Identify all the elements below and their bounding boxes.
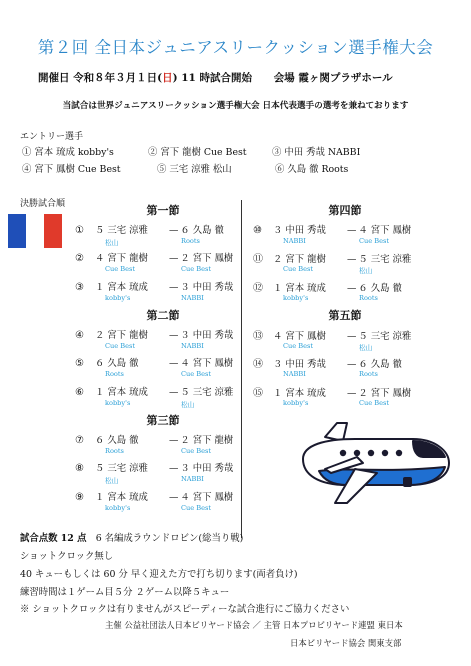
- affiliation-a: kobby's: [105, 294, 131, 302]
- match-row: [253, 327, 411, 342]
- versus-dash: —: [169, 435, 179, 446]
- player-b: ２ 宮下 龍樹: [180, 435, 234, 446]
- entry: ① 宮本 琉成 kobby's: [22, 147, 114, 158]
- player-a: ５ 三宅 涼雅: [95, 225, 148, 236]
- affiliation-a: Cue Best: [283, 265, 314, 273]
- match-row: [75, 327, 233, 341]
- affiliation-a: kobby's: [283, 294, 309, 302]
- rules-line-4: 練習時間は１ゲーム目５分 ２ゲーム以降５キュー: [20, 587, 230, 598]
- entry: ⑥ 久島 徹 Roots: [275, 164, 349, 175]
- affiliation-b: Cue Best: [181, 504, 212, 512]
- affiliation-a: kobby's: [105, 504, 131, 512]
- player-b: ３ 中田 秀哉: [180, 330, 234, 341]
- airplane-illustration: [285, 417, 455, 507]
- versus-dash: —: [169, 282, 179, 293]
- match-number: ⑤: [75, 358, 84, 369]
- affiliation-a: 松山: [105, 239, 119, 247]
- player-a: ２ 宮下 龍樹: [95, 330, 148, 341]
- player-b: ６ 久島 徹: [358, 359, 402, 370]
- column-divider: [241, 200, 242, 538]
- match-row: [253, 279, 402, 294]
- rules-format: 6 名編成ラウンドロビン(総当り戦): [95, 533, 244, 544]
- player-a: １ 宮本 琉成: [95, 387, 148, 398]
- section-heading: 第一節: [146, 204, 180, 217]
- date-day: 日: [162, 72, 173, 84]
- entries-row-2: [22, 161, 348, 175]
- match-number: ②: [75, 253, 84, 264]
- player-a: １ 宮本 琉成: [95, 492, 148, 503]
- player-b: ４ 宮下 鳳樹: [358, 225, 412, 236]
- affiliation-a: kobby's: [283, 399, 309, 407]
- match-row: [75, 222, 224, 236]
- player-b: ４ 宮下 鳳樹: [180, 492, 234, 503]
- versus-dash: —: [169, 492, 179, 503]
- french-flag-icon: [8, 214, 62, 248]
- rules-line-2: ショットクロック無し: [20, 551, 114, 562]
- versus-dash: —: [169, 225, 179, 236]
- match-number: ⑦: [75, 435, 84, 446]
- entry: ② 宮下 龍樹 Cue Best: [148, 147, 247, 158]
- match-number: ⑩: [253, 225, 262, 236]
- player-a: １ 宮本 琉成: [95, 282, 148, 293]
- rules-points: 試合点数 12 点: [20, 533, 87, 544]
- entry: ④ 宮下 鳳樹 Cue Best: [22, 164, 121, 175]
- date-label: 開催日: [38, 72, 70, 84]
- date-pre: 令和８年３月１日(: [73, 72, 163, 84]
- affiliation-a: Cue Best: [105, 342, 136, 350]
- match-number: ⑬: [253, 331, 263, 342]
- player-a: １ 宮本 琉成: [273, 388, 326, 399]
- rules-line-1: [20, 530, 243, 544]
- match-row: [253, 384, 411, 399]
- section-heading: 第三節: [146, 414, 180, 427]
- player-b: ３ 中田 秀哉: [180, 282, 234, 293]
- versus-dash: —: [347, 388, 357, 399]
- match-row: [75, 250, 233, 264]
- affiliation-b: Roots: [359, 370, 378, 378]
- player-b: ５ 三宅 涼雅: [358, 254, 412, 265]
- player-b: ２ 宮下 鳳樹: [358, 388, 412, 399]
- match-row: [253, 222, 411, 236]
- versus-dash: —: [169, 387, 179, 398]
- affiliation-b: 松山: [181, 401, 195, 409]
- affiliation-b: NABBI: [181, 294, 204, 302]
- match-row: [75, 489, 233, 503]
- organizer-line-2: 日本ビリヤード協会 関東支部: [290, 638, 402, 648]
- event-info: [38, 70, 393, 85]
- date-post: ) 11 時試合開始: [172, 72, 253, 84]
- affiliation-b: 松山: [359, 267, 373, 275]
- match-row: [253, 355, 402, 370]
- entry: ③ 中田 秀哉 NABBI: [272, 147, 361, 158]
- match-row: [75, 355, 233, 369]
- match-row: [75, 432, 233, 446]
- affiliation-a: Roots: [105, 447, 124, 455]
- versus-dash: —: [347, 331, 357, 342]
- section-heading: 第二節: [146, 309, 180, 322]
- finals-heading: 決勝試合順: [20, 199, 66, 209]
- match-row: [75, 460, 233, 474]
- entry: ⑤ 三宅 涼雅 松山: [157, 164, 232, 175]
- match-number: ③: [75, 282, 84, 293]
- match-number: ⑥: [75, 387, 84, 398]
- affiliation-a: kobby's: [105, 399, 131, 407]
- affiliation-b: Cue Best: [181, 265, 212, 273]
- player-a: ４ 宮下 龍樹: [95, 253, 148, 264]
- player-b: ４ 宮下 鳳樹: [180, 358, 234, 369]
- venue: 会場 霞ヶ関プラザホール: [273, 72, 393, 84]
- section-heading: 第四節: [328, 204, 362, 217]
- page-title: 第２回 全日本ジュニアスリークッション選手権大会: [37, 38, 434, 57]
- versus-dash: —: [169, 463, 179, 474]
- affiliation-a: Cue Best: [105, 265, 136, 273]
- versus-dash: —: [347, 254, 357, 265]
- selection-note: 当試合は世界ジュニアスリークッション選手権大会 日本代表選手の選考を兼ねております: [62, 101, 409, 111]
- match-number: ⑮: [253, 388, 263, 399]
- match-number: ⑫: [253, 283, 263, 294]
- affiliation-b: Cue Best: [359, 237, 390, 245]
- player-b: ６ 久島 徹: [358, 283, 402, 294]
- match-number: ⑨: [75, 492, 84, 503]
- player-b: ５ 三宅 涼雅: [180, 387, 234, 398]
- player-a: ３ 中田 秀哉: [273, 359, 326, 370]
- match-number: ⑧: [75, 463, 84, 474]
- affiliation-b: Roots: [181, 237, 200, 245]
- affiliation-a: Cue Best: [283, 342, 314, 350]
- player-a: ４ 宮下 鳳樹: [273, 331, 326, 342]
- affiliation-b: NABBI: [181, 475, 204, 483]
- affiliation-a: Roots: [105, 370, 124, 378]
- affiliation-b: Cue Best: [181, 370, 212, 378]
- player-b: ３ 中田 秀哉: [180, 463, 234, 474]
- match-row: [253, 250, 411, 265]
- player-a: ５ 三宅 涼雅: [95, 463, 148, 474]
- affiliation-a: 松山: [105, 477, 119, 485]
- match-number: ⑪: [253, 254, 263, 265]
- entries-row-1: [22, 144, 360, 158]
- player-b: ５ 三宅 涼雅: [358, 331, 412, 342]
- affiliation-a: NABBI: [283, 370, 306, 378]
- section-heading: 第五節: [328, 309, 362, 322]
- rules-line-5: ※ ショットクロックは有りませんがスピーディーな試合進行にご協力ください: [20, 604, 350, 615]
- player-a: ６ 久島 徹: [95, 358, 139, 369]
- affiliation-b: NABBI: [181, 342, 204, 350]
- player-b: ６ 久島 徹: [180, 225, 224, 236]
- rules-line-3: 40 キューもしくは 60 分 早く迎えた方で打ち切ります(両者負け): [20, 569, 298, 580]
- entries-heading: エントリー選手: [20, 132, 84, 142]
- player-b: ２ 宮下 鳳樹: [180, 253, 234, 264]
- versus-dash: —: [169, 253, 179, 264]
- affiliation-b: Cue Best: [359, 399, 390, 407]
- organizer-line-1: 主催 公益社団法人日本ビリヤード協会 ／ 主管 日本プロビリヤード連盟 東日本: [105, 620, 403, 630]
- versus-dash: —: [169, 330, 179, 341]
- match-number: ④: [75, 330, 84, 341]
- versus-dash: —: [347, 359, 357, 370]
- affiliation-b: Roots: [359, 294, 378, 302]
- player-a: ３ 中田 秀哉: [273, 225, 326, 236]
- affiliation-b: 松山: [359, 344, 373, 352]
- match-number: ⑭: [253, 359, 263, 370]
- match-row: [75, 279, 233, 293]
- match-row: [75, 384, 233, 398]
- versus-dash: —: [347, 283, 357, 294]
- versus-dash: —: [169, 358, 179, 369]
- affiliation-a: NABBI: [283, 237, 306, 245]
- versus-dash: —: [347, 225, 357, 236]
- player-a: １ 宮本 琉成: [273, 283, 326, 294]
- match-number: ①: [75, 225, 84, 236]
- player-a: ６ 久島 徹: [95, 435, 139, 446]
- player-a: ２ 宮下 龍樹: [273, 254, 326, 265]
- affiliation-b: Cue Best: [181, 447, 212, 455]
